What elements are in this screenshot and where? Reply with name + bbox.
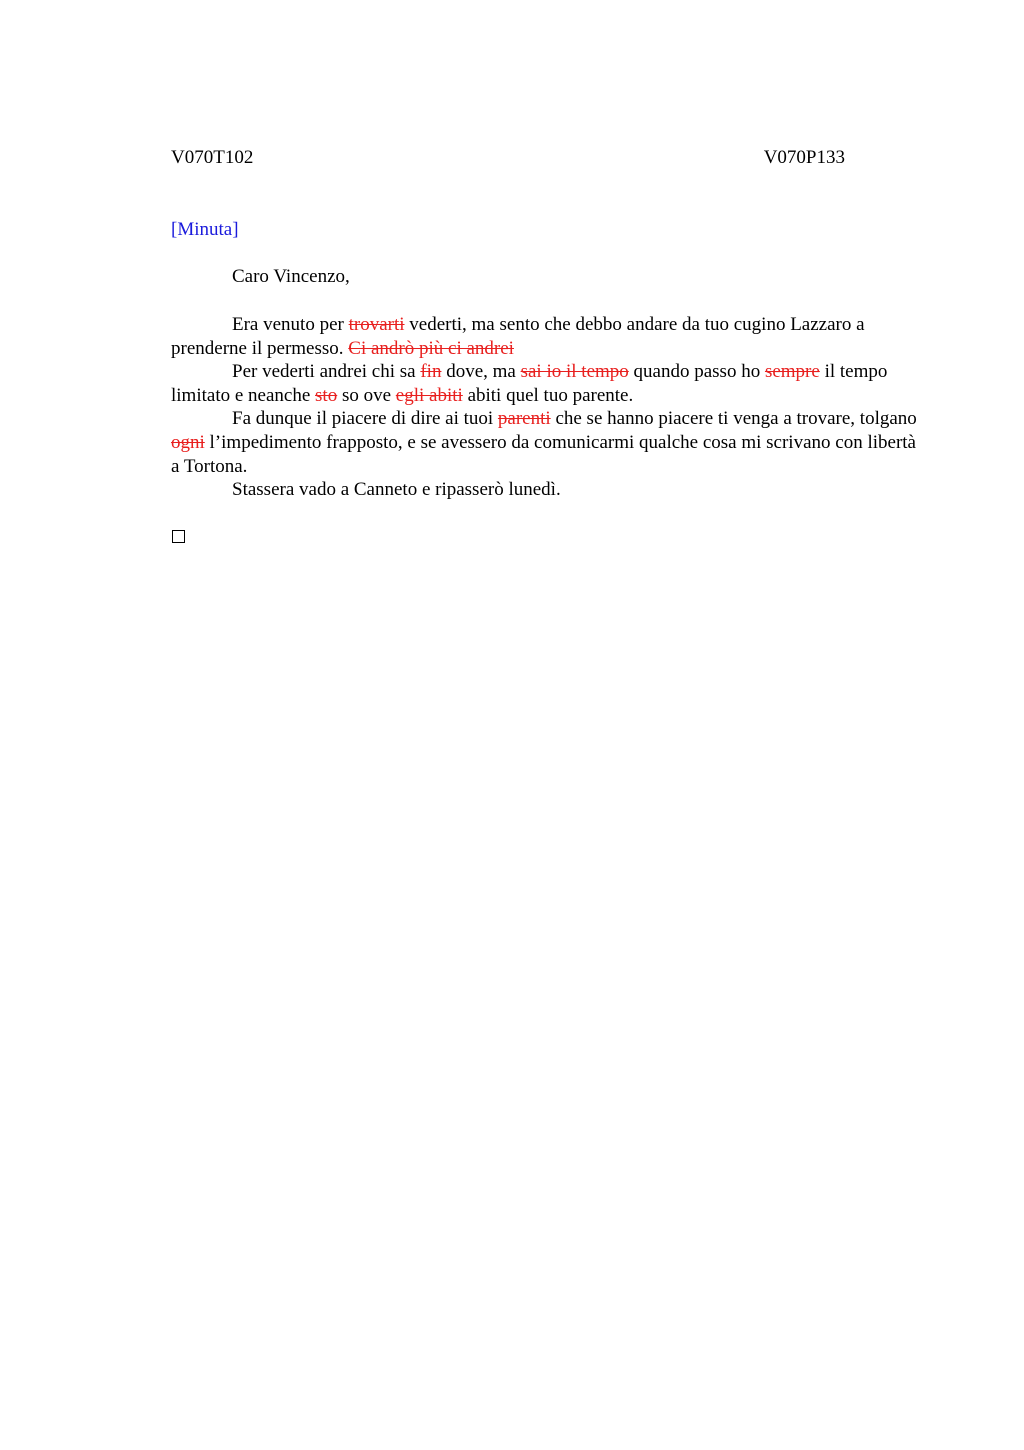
- text-segment: Era venuto per: [232, 314, 349, 335]
- text-segment: Fa dunque il piacere di dire ai tuoi: [232, 408, 498, 430]
- text-segment: dove, ma: [441, 361, 521, 383]
- deleted-text: parenti: [497, 408, 551, 430]
- text-segment: Per vederti andrei chi sa: [232, 361, 421, 383]
- text-segment: quando passo ho: [628, 361, 765, 383]
- deleted-text: ogni: [171, 431, 205, 453]
- text-segment: abiti quel tuo parente.: [462, 384, 634, 406]
- text-segment: vederti, ma sento che debbo andare da tuo cugino Lazzaro a prenderne il permesso.: [171, 314, 865, 359]
- text-segment: Stassera vado a Canneto e ripasserò lunedì.: [232, 479, 561, 501]
- square-outline-icon: [172, 530, 185, 543]
- deleted-text: egli abiti: [395, 384, 463, 406]
- letter-body: [171, 313, 923, 502]
- salutation: Caro Vincenzo,: [232, 266, 350, 287]
- deleted-text: trovarti: [348, 314, 405, 335]
- text-segment: so ove: [337, 384, 396, 406]
- document-header: [171, 146, 845, 172]
- header-right-code: V070P133: [763, 147, 845, 168]
- paragraph-1: [171, 313, 923, 360]
- paragraph-2: [171, 360, 923, 407]
- paragraph-3: [171, 407, 923, 478]
- text-segment: che se hanno piacere ti venga a trovare, tolgano: [550, 408, 917, 430]
- minuta-annotation: [Minuta]: [171, 219, 239, 240]
- deleted-text: sempre: [764, 361, 820, 383]
- header-left-code: V070T102: [171, 147, 254, 168]
- deleted-text: Ci andrò più ci andrei: [348, 337, 514, 359]
- deleted-text: sai io il tempo: [520, 361, 629, 383]
- text-segment: l’impedimento frapposto, e se avessero da comunicarmi qualche cosa mi scrivano con libertà a Tortona.: [171, 431, 916, 477]
- deleted-text: sto: [315, 384, 338, 406]
- paragraph-4: [171, 478, 923, 502]
- deleted-text: fin: [420, 361, 442, 383]
- text-segment: il tempo limitato e neanche: [171, 361, 888, 406]
